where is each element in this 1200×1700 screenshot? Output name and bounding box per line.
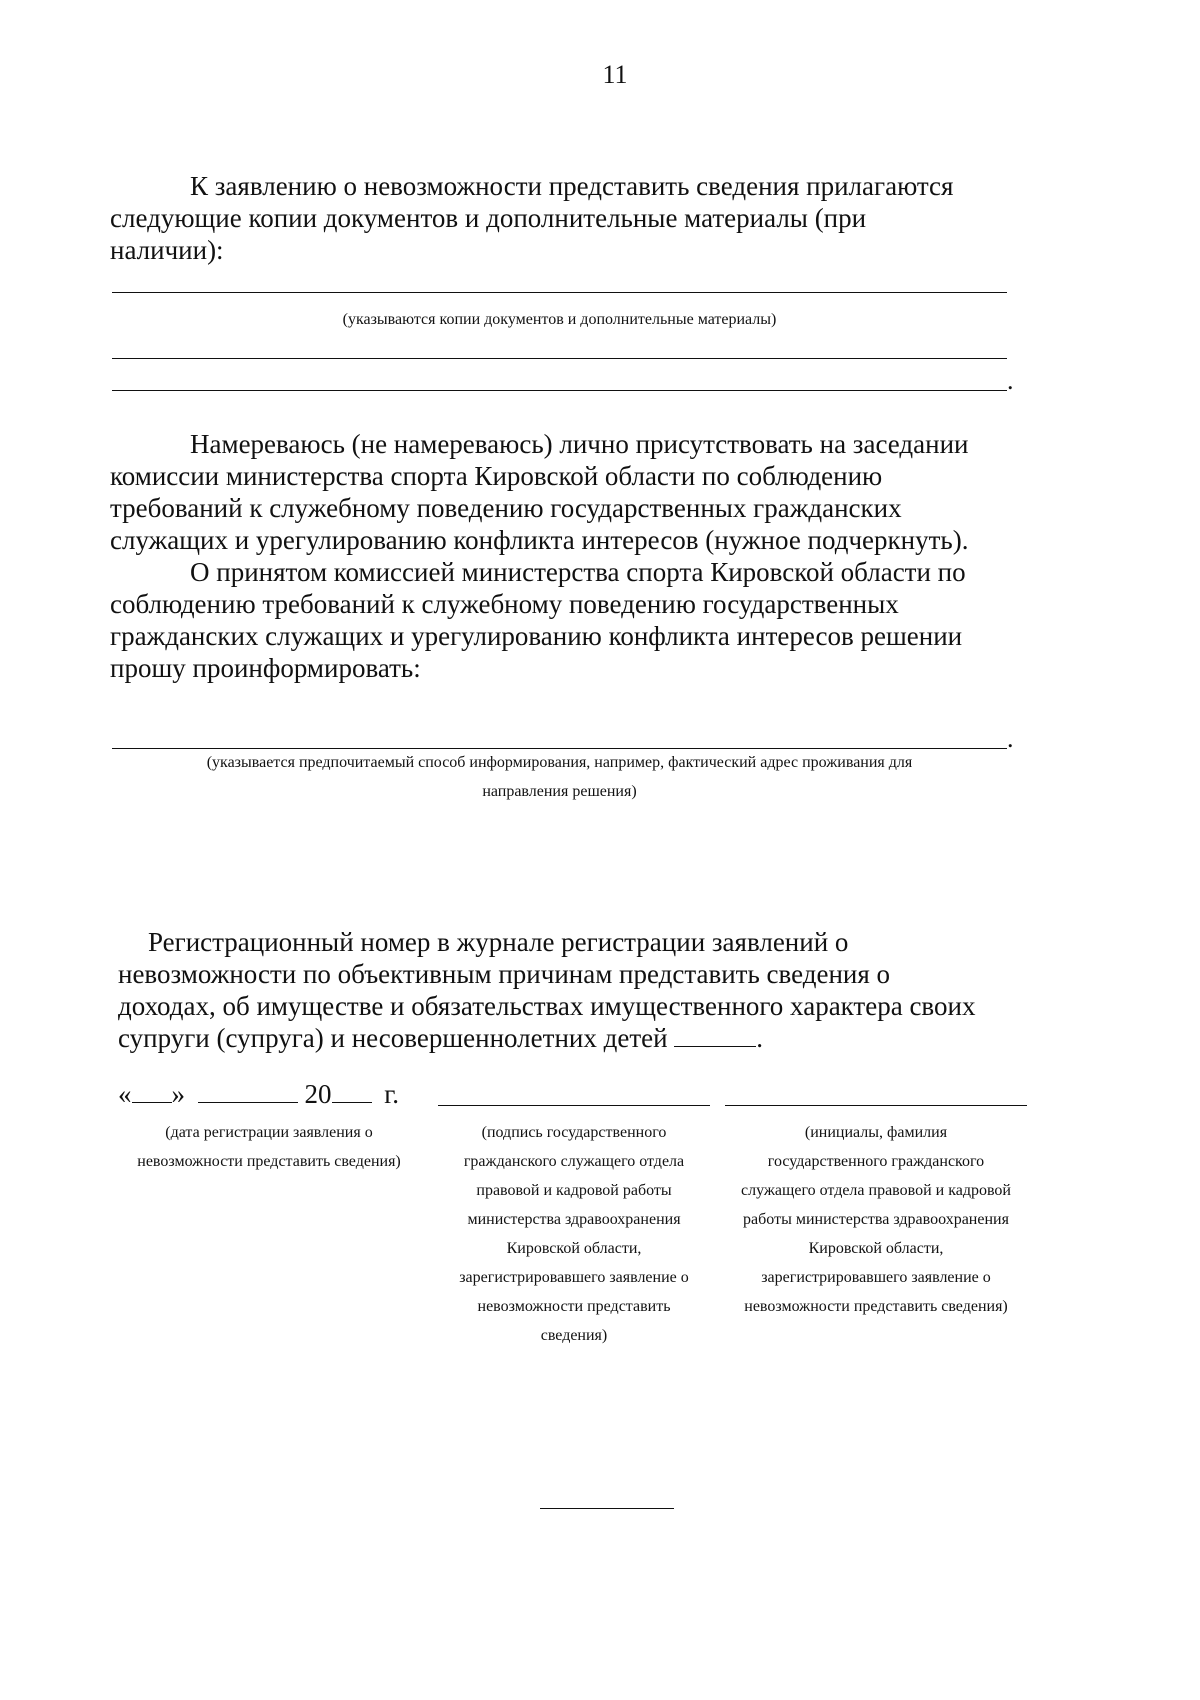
registration-number-field[interactable] xyxy=(674,1022,756,1047)
attachments-fill-line-3[interactable] xyxy=(112,390,1007,391)
date-hint xyxy=(110,1118,428,1176)
name-hint-line-3: служащего отдела правовой и кадровой xyxy=(741,1182,1011,1199)
decision-paragraph xyxy=(110,556,1020,684)
signature-hint xyxy=(430,1118,718,1350)
registration-line-2: невозможности по объективным причинам представить сведения о xyxy=(118,959,891,989)
registration-last-line: супруги (супруга) и несовершеннолетних детей xyxy=(118,1023,668,1053)
attendance-line-4: служащих и урегулированию конфликта интересов (нужное подчеркнуть). xyxy=(110,525,969,555)
date-hint-line-2: невозможности представить сведения) xyxy=(137,1153,401,1170)
attendance-line-3: требований к служебному поведению государственных гражданских xyxy=(110,493,902,523)
attendance-paragraph xyxy=(110,428,1020,556)
attachments-end-dot: . xyxy=(1007,366,1014,395)
attachments-hint: (указываются копии документов и дополнительные материалы) xyxy=(342,311,777,328)
signature-hint-line-6: зарегистрировавшего заявление о xyxy=(459,1269,689,1286)
date-close-quote: » xyxy=(171,1079,185,1109)
closing-divider xyxy=(540,1508,674,1509)
name-hint-line-7: невозможности представить сведения) xyxy=(744,1298,1008,1315)
attachments-paragraph xyxy=(110,170,1020,266)
decision-line-1: О принятом комиссией министерства спорта Кировской области по xyxy=(190,557,966,587)
attachments-fill-line-2[interactable] xyxy=(112,358,1007,359)
name-hint-line-6: зарегистрировавшего заявление о xyxy=(761,1269,991,1286)
attendance-line-2: комиссии министерства спорта Кировской области по соблюдению xyxy=(110,461,883,491)
date-row xyxy=(118,1078,399,1110)
name-field[interactable] xyxy=(725,1105,1027,1106)
page-number: 11 xyxy=(602,60,628,89)
attachments-fill-line-1[interactable] xyxy=(112,292,1007,293)
decision-hint-line-1: (указывается предпочитаемый способ информирования, например, фактический адрес проживания для xyxy=(206,754,913,771)
signature-hint-line-3: правовой и кадровой работы xyxy=(476,1182,672,1199)
date-hint-line-1: (дата регистрации заявления о xyxy=(165,1124,373,1141)
signature-hint-line-5: Кировской области, xyxy=(506,1240,642,1257)
decision-line-2: соблюдению требований к служебному поведению государственных xyxy=(110,589,899,619)
date-year-suffix: г. xyxy=(384,1079,400,1109)
name-hint-line-1: (инициалы, фамилия xyxy=(804,1124,948,1141)
registration-line-3: доходах, об имуществе и обязательствах имущественного характера своих xyxy=(118,991,976,1021)
decision-end-dot: . xyxy=(1007,724,1014,753)
date-month-field[interactable] xyxy=(198,1078,298,1103)
name-hint-line-2: государственного гражданского xyxy=(767,1153,985,1170)
decision-hint xyxy=(112,748,1007,806)
signature-field[interactable] xyxy=(438,1105,710,1106)
signature-hint-line-8: сведения) xyxy=(540,1327,608,1344)
attendance-line-1: Намереваюсь (не намереваюсь) лично присутствовать на заседании xyxy=(190,429,969,459)
signature-hint-line-2: гражданского служащего отдела xyxy=(463,1153,685,1170)
signature-hint-line-7: невозможности представить xyxy=(477,1298,671,1315)
registration-line-4 xyxy=(118,1022,1028,1054)
registration-paragraph xyxy=(118,926,1028,1054)
attachments-line-2: следующие копии документов и дополнительные материалы (при xyxy=(110,203,867,233)
registration-end-dot: . xyxy=(756,1023,764,1053)
date-year-field[interactable] xyxy=(332,1078,372,1103)
name-hint-line-5: Кировской области, xyxy=(808,1240,944,1257)
decision-line-4: прошу проинформировать: xyxy=(110,653,421,683)
decision-hint-line-2: направления решения) xyxy=(482,783,637,800)
name-hint xyxy=(720,1118,1032,1321)
date-open-quote: « xyxy=(118,1079,132,1109)
date-year-prefix: 20 xyxy=(304,1079,332,1109)
attachments-line-3: наличии): xyxy=(110,235,224,265)
signature-hint-line-1: (подпись государственного xyxy=(481,1124,667,1141)
signature-hint-line-4: министерства здравоохранения xyxy=(467,1211,681,1228)
date-day-field[interactable] xyxy=(132,1078,172,1103)
name-hint-line-4: работы министерства здравоохранения xyxy=(743,1211,1009,1228)
decision-line-3: гражданских служащих и урегулированию конфликта интересов решении xyxy=(110,621,963,651)
registration-line-1: Регистрационный номер в журнале регистрации заявлений о xyxy=(148,927,849,957)
attachments-line-1: К заявлению о невозможности представить сведения прилагаются xyxy=(190,171,954,201)
